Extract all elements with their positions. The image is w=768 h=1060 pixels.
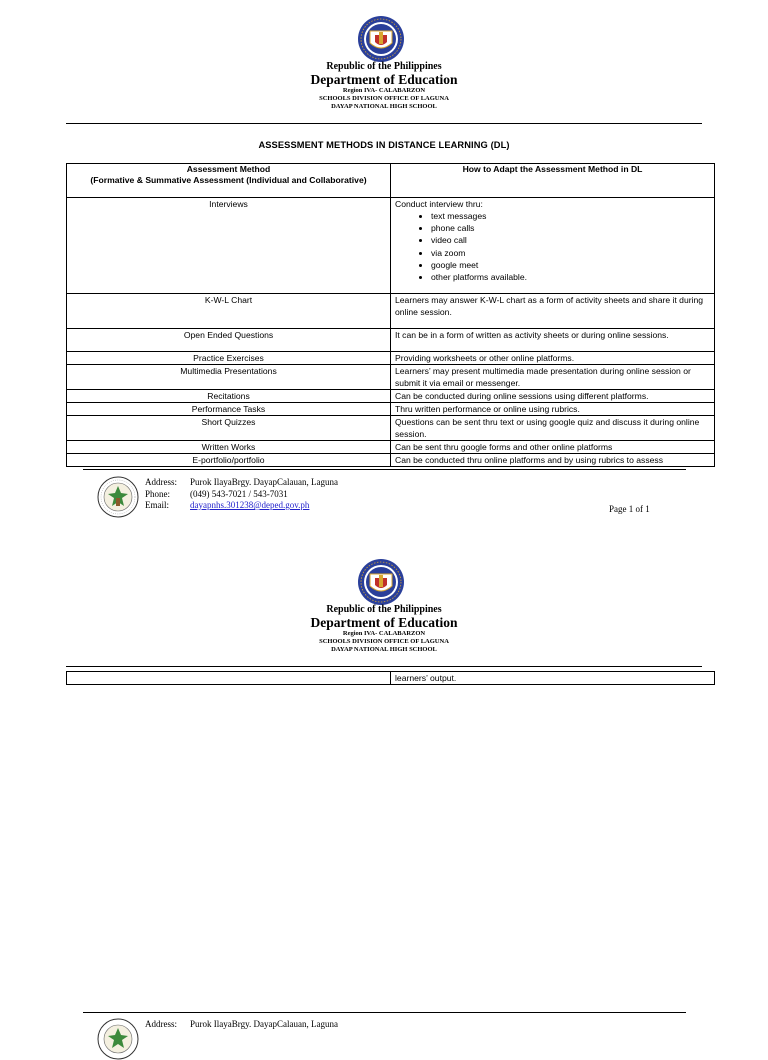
footer-divider	[83, 469, 686, 470]
address-label: Address:	[145, 477, 177, 487]
department-name: Department of Education	[310, 72, 458, 87]
adapt-cell: Thru written performance or online using rubrics.	[391, 403, 715, 416]
email-label: Email:	[145, 500, 169, 510]
table-row	[67, 352, 715, 365]
region-line: Region IVA- CALABARZON	[342, 87, 426, 94]
address-value: Purok IlayaBrgy. DayapCalauan, Laguna	[190, 477, 338, 487]
method-cell	[67, 672, 391, 685]
document-title: ASSESSMENT METHODS IN DISTANCE LEARNING (DL)	[258, 140, 510, 150]
school-line: DAYAP NATIONAL HIGH SCHOOL	[331, 646, 437, 653]
method-cell: K-W-L Chart	[67, 294, 391, 329]
list-item: • google meet	[431, 259, 710, 271]
table-row	[67, 294, 715, 329]
method-cell: Written Works	[67, 441, 391, 454]
email-link[interactable]: dayapnhs.301238@deped.gov.ph	[190, 500, 310, 510]
address-label: Address:	[145, 1019, 177, 1029]
adapt-cell: Learners’ may present multimedia made presentation during online session or submit it via email or messenger.	[391, 365, 715, 390]
page-number: Page 1 of 1	[609, 504, 650, 514]
list-item: • via zoom	[431, 247, 710, 259]
adapt-cell: Can be conducted thru online platforms and by using rubrics to assess	[391, 454, 715, 467]
table-row	[67, 403, 715, 416]
header-divider	[66, 666, 702, 667]
header-divider	[66, 123, 702, 124]
republic-line: Republic of the Philippines	[326, 604, 442, 615]
table-row	[67, 198, 715, 294]
table-row	[67, 416, 715, 441]
division-line: SCHOOLS DIVISION OFFICE OF LAGUNA	[319, 638, 449, 645]
footer-divider	[83, 1012, 686, 1013]
table-row	[67, 441, 715, 454]
method-column-header	[67, 164, 391, 198]
method-cell: Short Quizzes	[67, 416, 391, 441]
deped-seal-icon	[357, 15, 405, 63]
adapt-cell: learners’ output.	[391, 672, 715, 685]
interview-list	[395, 210, 710, 283]
deped-seal-icon	[357, 558, 405, 606]
interview-intro: Conduct interview thru:	[395, 199, 483, 209]
phone-value: (049) 543-7021 / 543-7031	[190, 488, 288, 499]
department-name: Department of Education	[310, 615, 458, 630]
table-row	[67, 390, 715, 403]
adapt-cell: Providing worksheets or other online platforms.	[391, 352, 715, 365]
adapt-cell: Can be sent thru google forms and other online platforms	[391, 441, 715, 454]
footer-contact	[145, 477, 338, 512]
list-item: • phone calls	[431, 222, 710, 234]
continuation-table	[66, 671, 715, 685]
republic-line: Republic of the Philippines	[326, 61, 442, 72]
table-row	[67, 454, 715, 467]
adapt-cell: Learners may answer K-W-L chart as a form of activity sheets and share it during online session.	[391, 294, 715, 329]
method-cell: Recitations	[67, 390, 391, 403]
dayap-nhs-logo-icon	[97, 476, 139, 518]
adapt-cell: It can be in a form of written as activity sheets or during online sessions.	[391, 329, 715, 352]
table-row	[67, 672, 715, 685]
method-cell: Open Ended Questions	[67, 329, 391, 352]
method-cell: E-portfolio/portfolio	[67, 454, 391, 467]
table-header-row	[67, 164, 715, 198]
method-cell: Multimedia Presentations	[67, 365, 391, 390]
region-line: Region IVA- CALABARZON	[342, 630, 426, 637]
method-header-line2: (Formative & Summative Assessment (Individual and Collaborative)	[90, 175, 367, 185]
table-row	[67, 365, 715, 390]
list-item: • other platforms available.	[431, 271, 710, 283]
school-line: DAYAP NATIONAL HIGH SCHOOL	[331, 103, 437, 110]
dayap-nhs-logo-icon	[97, 1018, 139, 1060]
list-item: • video call	[431, 234, 710, 246]
assessment-table	[66, 163, 715, 467]
division-line: SCHOOLS DIVISION OFFICE OF LAGUNA	[319, 95, 449, 102]
footer-contact-partial	[145, 1019, 338, 1031]
adapt-cell: Questions can be sent thru text or using google quiz and discuss it during online session.	[391, 416, 715, 441]
method-cell: Interviews	[67, 198, 391, 294]
method-cell: Performance Tasks	[67, 403, 391, 416]
method-header-line1: Assessment Method	[186, 164, 271, 174]
adapt-cell: Can be conducted during online sessions using different platforms.	[391, 390, 715, 403]
address-value: Purok IlayaBrgy. DayapCalauan, Laguna	[190, 1019, 338, 1029]
table-row	[67, 329, 715, 352]
phone-label: Phone:	[145, 488, 171, 499]
adapt-cell	[391, 198, 715, 294]
adapt-header-text: How to Adapt the Assessment Method in DL	[462, 164, 643, 174]
method-cell: Practice Exercises	[67, 352, 391, 365]
list-item: • text messages	[431, 210, 710, 222]
adapt-column-header	[391, 164, 715, 198]
